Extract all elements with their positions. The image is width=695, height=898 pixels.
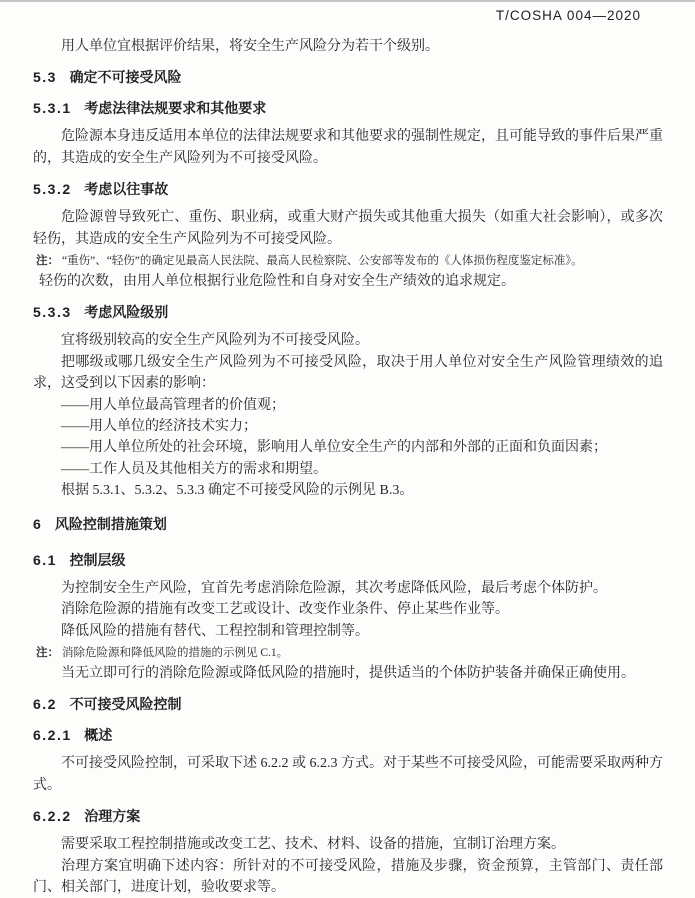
heading-title: 不可接受风险控制 — [69, 696, 182, 713]
heading-title: 控制层级 — [69, 551, 126, 568]
note-label: 注： — [36, 255, 59, 268]
subsection-heading-5-3-3 — [33, 302, 663, 323]
body-paragraph: 把哪级或哪几级安全生产风险列为不可接受风险，取决于用人单位对安全生产风险管理绩效的追求，这受到以下因素的影响： — [33, 354, 663, 392]
chapter-heading-6 — [33, 514, 663, 535]
heading-number: 6.2.1 — [33, 727, 72, 744]
heading-number: 5.3.1 — [33, 100, 72, 117]
note-text: 消除危险源和降低风险的措施的示例见 C.1。 — [62, 646, 289, 659]
subsection-heading-5-3-2 — [33, 179, 663, 200]
body-paragraph: 危险源本身违反适用本单位的法律法规要求和其他要求的强制性规定，且可能导致的事件后果严重的，其造成的安全生产风险列为不可接受风险。 — [33, 129, 663, 166]
note-continuation: 轻伤的次数，由用人单位根据行业危险性和自身对安全生产绩效的追求规定。 — [39, 274, 515, 290]
heading-number: 5.3.2 — [33, 181, 72, 198]
heading-number: 6.2 — [33, 696, 57, 713]
heading-title: 考虑风险级别 — [84, 304, 169, 321]
body-paragraph: 需要采取工程控制措施或改变工艺、技术、材料、设备的措施，宜制订治理方案。 — [61, 837, 565, 853]
body-paragraph: 危险源曾导致死亡、重伤、职业病，或重大财产损失或其他重大损失（如重大社会影响），或多次轻伤，其造成的安全生产风险列为不可接受风险。 — [33, 210, 663, 247]
heading-number: 6.2.2 — [33, 808, 72, 825]
heading-title: 考虑法律法规要求和其他要求 — [84, 100, 267, 117]
dash-list-item: ——用人单位的经济技术实力； — [61, 419, 257, 435]
note — [33, 253, 663, 269]
subsection-heading-5-3-1 — [33, 98, 663, 119]
standard-code: T/COSHA 004—2020 — [495, 8, 641, 23]
section-heading-6-1 — [33, 550, 663, 571]
section-heading-5-3 — [33, 67, 663, 88]
body-paragraph: 用人单位宜根据评价结果，将安全生产风险分为若干个级别。 — [61, 39, 439, 54]
dash-list-item: ——用人单位最高管理者的价值观； — [61, 397, 285, 413]
heading-title: 风险控制措施策划 — [54, 515, 167, 532]
heading-number: 6.1 — [33, 551, 57, 568]
dash-list-item: ——工作人员及其他相关方的需求和期望。 — [61, 461, 327, 477]
note — [33, 645, 663, 661]
page-header — [33, 8, 663, 26]
heading-title: 治理方案 — [84, 808, 141, 825]
subsection-heading-6-2-1 — [33, 725, 663, 746]
heading-number: 6 — [33, 515, 43, 532]
document-content — [33, 36, 663, 898]
body-paragraph: 根据 5.3.1、5.3.2、5.3.3 确定不可接受风险的示例见 B.3。 — [61, 483, 414, 499]
note-text: “重伤”、“轻伤”的确定见最高人民法院、最高人民检察院、公安部等发布的《人体损伤程度鉴定标准》。 — [62, 255, 583, 268]
subsection-heading-6-2-2 — [33, 806, 663, 827]
body-paragraph: 降低风险的措施有替代、工程控制和管理控制等。 — [61, 623, 369, 639]
body-paragraph: 不可接受风险控制，可采取下述 6.2.2 或 6.2.3 方式。对于某些不可接受风险，可能需要采取两种方式。 — [33, 756, 663, 793]
body-paragraph: 治理方案宜明确下述内容：所针对的不可接受风险，措施及步骤，资金预算，主管部门、责任部门、相关部门，进度计划，验收要求等。 — [33, 858, 663, 895]
heading-title: 考虑以往事故 — [84, 181, 169, 198]
body-paragraph: 消除危险源的措施有改变工艺或设计、改变作业条件、停止某些作业等。 — [61, 602, 509, 618]
note-label: 注： — [36, 646, 59, 659]
heading-title: 确定不可接受风险 — [69, 69, 182, 86]
section-heading-6-2 — [33, 694, 663, 715]
heading-number: 5.3 — [33, 69, 57, 86]
body-paragraph: 为控制安全生产风险，宜首先考虑消除危险源，其次考虑降低风险，最后考虑个体防护。 — [61, 580, 607, 596]
body-paragraph: 当无立即可行的消除危险源或降低风险的措施时，提供适当的个体防护装备并确保正确使用。 — [61, 665, 635, 681]
heading-title: 概述 — [84, 727, 113, 744]
body-paragraph: 宜将级别较高的安全生产风险列为不可接受风险。 — [61, 333, 369, 349]
heading-number: 5.3.3 — [33, 304, 72, 321]
dash-list-item: ——用人单位所处的社会环境，影响用人单位安全生产的内部和外部的正面和负面因素； — [61, 440, 607, 456]
